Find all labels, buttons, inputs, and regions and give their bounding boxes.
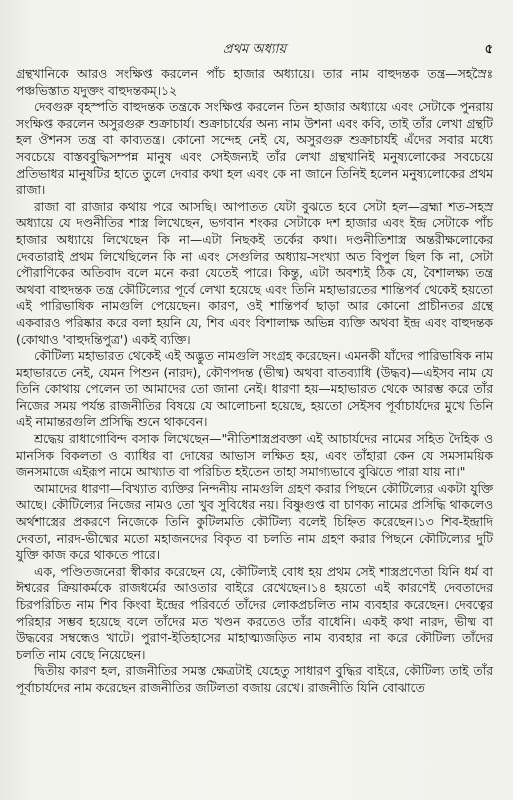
paragraph: এক, পণ্ডিতজনেরা স্বীকার করেছেন যে, কৌটিল্যই বোধ হয় প্রথম সেই শাস্ত্রপ্রণেতা যিনি ধর্ম বা ঈশ্বরের ক্রিয়াকর্মকে রাজধর্মের আওতার বাইরে রেখেছেন।১৪ হয়তো এই কারণেই দেবতাদের চিরপরিচিত নাম শিব কিংবা ইন্দ্রের পরিবর্তে তাঁদের লোকপ্রচলিত নাম ব্যবহার করেছেন। দেবত্বের পরিহার সম্ভব হয়েছে বলে তাঁদের মত খণ্ডন করতেও তাঁর বাধেনি। একই কথা নারদ, ভীষ্ম বা উদ্ধবের সম্বন্ধেও খাটে। পুরাণ-ইতিহাসের মাহাত্ম্যজড়িত নাম ব্যবহার না করে কৌটিল্য তাঁদের চলতি নাম বেছে নিয়েছেন। <box>16 564 493 662</box>
running-title: প্রথম অধ্যায় <box>222 42 287 57</box>
running-head <box>16 40 493 60</box>
paragraph: রাজা বা রাজার কথায় পরে আসছি। আপাতত যেটা বুঝতে হবে সেটা হল—ব্রহ্মা শত-সহস্র অধ্যায়ে যে দণ্ডনীতির শাস্ত্র লিখেছেন, ভগবান শংকর সেটাকে দশ হাজার এবং ইন্দ্র সেটাকে পাঁচ হাজার অধ্যায়ে লিখেছেন কি না—এটা নিছকই তর্কের কথা। দণ্ডনীতিশাস্ত্র অন্তরীক্ষলোকের দেবতারাই প্রথম লিখেছিলেন কি না এবং সেগুলির অধ্যায়-সংখ্যা অত বিপুল ছিল কি না, সেটা পৌরাণিকের অতিবাদ বলে মনে করা যেতেই পারে। কিন্তু, এটা অবশ্যই ঠিক যে, বৈশালক্ষ্য তন্ত্র অথবা বাহুদন্তক তন্ত্র কৌটিল্যের পূর্বে লেখা হয়েছে এবং তিনি মহাভারতের শান্তিপর্ব থেকেই হয়তো এই পারিভাষিক নামগুলি পেয়েছেন। কারণ, ওই শান্তিপর্ব ছাড়া আর কোনো প্রাচীনতর গ্রন্থে একবারও পরিষ্কার করে বলা হয়নি যে, শিব এবং বিশালাক্ষ অভিন্ন ব্যক্তি অথবা ইন্দ্র এবং বাহুদন্তক (কোথাও 'বাহুদন্তিপুত্র') একই ব্যক্তি। <box>16 199 493 347</box>
quote-paragraph: শ্রদ্ধেয় রাধাগোবিন্দ বসাক লিখেছেন—"নীতিশাস্ত্রপ্রবক্তা এই আচার্যদের নামের সহিত দৈহিক ও মানসিক বিকলতা ও ব্যাধির বা দোষের আভাস লক্ষিত হয়, এবং তাঁহারা কেন যে সমসাময়িক জনসমাজে এইরূপ নামে আখ্যাত বা পরিচিত হইতেন তাহা সমাগ্যভাবে বুঝিতে পারা যায় না।" <box>16 432 493 480</box>
paragraph: দেবগুরু বৃহস্পতি বাহুদন্তক তন্ত্রকে সংক্ষিপ্ত করলেন তিন হাজার অধ্যায়ে এবং সেটাকে পুনরায় সংক্ষিপ্ত করলেন অসুরগুরু শুক্রাচার্য। শুক্রাচার্যের অন্য নাম উশনা এবং কবি, তাই তাঁর লেখা গ্রন্থটি হল ঔশনস তন্ত্র বা কাব্যতন্ত্র। কোনো সন্দেহ নেই যে, অসুরগুরু শুক্রাচার্যই এঁদের সবার মধ্যে সবচেয়ে বাস্তববুদ্ধিসম্পন্ন মানুষ এবং সেইজন্যই তাঁর লেখা গ্রন্থখানিই মনুষ্যলোকের সবচেয়ে প্রতিভাধর মানুষটির হাতে তুলে দেবার কথা হল এবং কে না জানে তিনিই হলেন মনুষ্যলোকের প্রথম রাজা। <box>16 100 493 198</box>
paragraph: দ্বিতীয় কারণ হল, রাজনীতির সমস্ত ক্ষেত্রটাই যেহেতু সাধারণ বুদ্ধির বাইরে, কৌটিল্য তাই তাঁর পূর্বাচার্যদের নাম করেছেন রাজনীতির জটিলতা বজায় রেখে। রাজনীতি যিনি বোঝাতে <box>16 664 493 695</box>
page-number: ৫ <box>484 42 493 57</box>
paragraph: কৌটিল্য মহাভারত থেকেই এই অদ্ভুত নামগুলি সংগ্রহ করেছেন। এমনকী যাঁদের পারিভাষিক নাম মহাভারতে নেই, যেমন পিশুন (নারদ), কৌণপদন্ত (ভীষ্ম) অথবা বাতব্যাধি (উদ্ধব)—এইসব নাম যে তিনি কোথায় পেলেন তা আমাদের তো জানা নেই। ধারণা হয়—মহাভারত থেকে আরম্ভ করে তাঁর নিজের সময় পর্যন্ত রাজনীতির বিষয়ে যে আলোচনা হয়েছে, হয়তো সেইসব পূর্বাচার্যদের মুখে তিনি এই নামান্তরগুলি প্রসিদ্ধি শুনে থাকবেন। <box>16 349 493 430</box>
body-text <box>16 66 493 697</box>
paragraph: গ্রন্থখানিকে আরও সংক্ষিপ্ত করলেন পাঁচ হাজার অধ্যায়ে। তার নাম বাহুদন্তক তন্ত্র—সহস্রৈঃ পঞ্চভিস্তাত যদুক্তং বাহুদন্তকম্।১২ <box>16 67 493 98</box>
paragraph: আমাদের ধারণা—বিখ্যাত ব্যক্তির নিন্দনীয় নামগুলি গ্রহণ করার পিছনে কৌটিল্যের একটা যুক্তি আছে। কৌটিল্যের নিজের নামও তো খুব সুবিধের নয়। বিষ্ণুগুপ্ত বা চাণক্য নামের প্রসিদ্ধি থাকলেও অর্থশাস্ত্রের প্রকরণে নিজেকে তিনি কুটিলমতি কৌটিল্য বলেই চিহ্নিত করেছেন।১৩ শিব-ইন্দ্রাদি দেবতা, নারদ-ভীষ্মের মতো মহাজনদের বিকৃত বা চলতি নাম গ্রহণ করার পিছনে কৌটিল্যের দুটি যুক্তি কাজ করে থাকতে পারে। <box>16 481 493 563</box>
